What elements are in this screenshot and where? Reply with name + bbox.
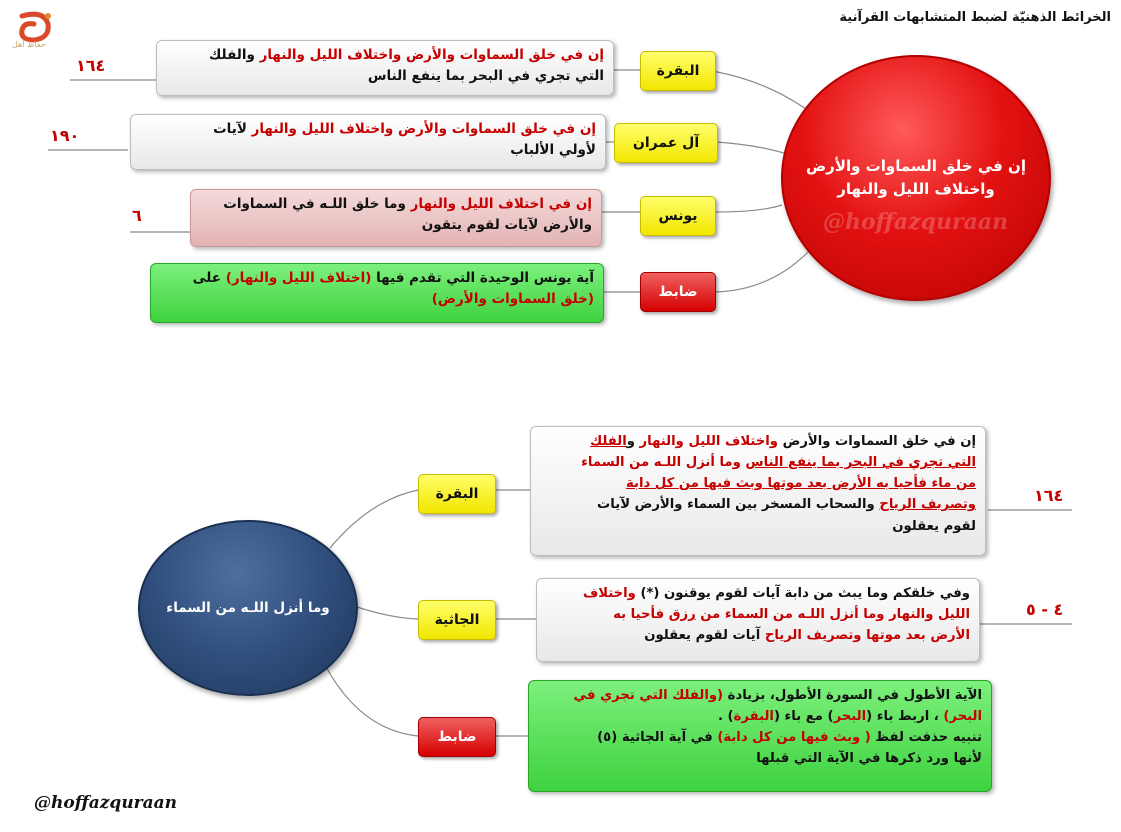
- verse-text: إن في خلق السماوات والأرض واختلاف الليل والنهار: [251, 121, 596, 137]
- rule-text: (والفلك التي تجري في: [573, 688, 724, 703]
- watermark-handle: @hoffazquraan: [34, 793, 178, 813]
- verse-text: والسحاب المسخر بين السماء والأرض لآيات: [597, 497, 880, 513]
- center-line-2: واختلاف الليل والنهار: [837, 180, 995, 198]
- logo-text: حفاظ أهل: [12, 40, 46, 49]
- rule-text: آية يونس الوحيدة التي تقدم فيها: [371, 270, 594, 286]
- verse-text: من ماء فأحيا به الأرض بعد موتها: [767, 476, 976, 492]
- center-text: وما أنزل اللـه من السماء: [166, 600, 330, 616]
- rule-text: البقرة: [733, 709, 774, 725]
- rule-text: ) .: [717, 709, 734, 725]
- center-node-rain: [138, 520, 358, 696]
- verse-text: إن في اختلاف الليل والنهار: [410, 196, 592, 212]
- verse-text: وبث فيها من كل دابة: [626, 476, 768, 492]
- verse-box-baqarah: [156, 40, 614, 96]
- verse-box-jathiyah: [536, 578, 980, 662]
- label-jathiyah: الجاثية: [418, 600, 496, 640]
- verse-text: وما أنزل اللـه من السماء: [581, 455, 746, 471]
- label-baqarah: البقرة: [640, 51, 716, 91]
- verse-text: واختلاف الليل والنهار: [639, 434, 778, 449]
- label-rule: ضابط: [640, 272, 716, 312]
- verse-text: لقوم يعقلون: [892, 518, 976, 534]
- rule-box-1: [150, 263, 604, 323]
- rule-box-2: [528, 680, 992, 792]
- verse-text: فأحيا به: [613, 607, 669, 623]
- verse-text: رزق: [668, 607, 696, 623]
- verse-text: الأرض بعد موتها وتصريف الرياح: [764, 628, 970, 644]
- rule-text: على: [192, 270, 226, 286]
- verse-text: وما خلق اللـه في السماوات: [223, 196, 411, 212]
- verse-text: واختلاف: [582, 586, 636, 601]
- verse-text: لأولي الألباب: [510, 141, 596, 158]
- verse-number: ١٦٤: [1034, 486, 1064, 505]
- verse-text: والأرض لآيات لقوم يتقون: [421, 216, 592, 233]
- verse-text: لآيات: [213, 121, 252, 137]
- rule-text: تنبيه حذفت لفظ: [870, 730, 982, 746]
- verse-text: التي تجري في البحر بما ينفع الناس: [367, 67, 604, 84]
- verse-number: ٤ - ٥: [1026, 600, 1064, 619]
- verse-box-al-imran: [130, 114, 606, 170]
- verse-text: التي تجري في البحر بما ينفع الناس: [745, 455, 976, 471]
- verse-number: ١٦٤: [76, 56, 106, 75]
- verse-text: إن في خلق السماوات والأرض واختلاف الليل والنهار: [259, 47, 604, 63]
- verse-text: آيات لقوم يعقلون: [644, 628, 765, 644]
- verse-box-yunus: [190, 189, 602, 247]
- rule-text: الآية الأطول في السورة الأطول، بزيادة: [723, 688, 982, 703]
- center-node-heavens-earth: [781, 55, 1051, 301]
- verse-number: ١٩٠: [50, 126, 80, 145]
- center-line-1: إن في خلق السماوات والأرض: [806, 156, 1026, 175]
- page-title: الخرائط الذهنيّة لضبط المتشابهات القرآنية: [839, 10, 1111, 25]
- verse-text: وتصريف الرياح: [879, 497, 976, 513]
- rule-text: لأنها ورد ذكرها في الآية التي قبلها: [756, 751, 982, 767]
- verse-number: ٦: [132, 206, 142, 225]
- rule-text: البحر: [833, 709, 867, 725]
- verse-text: والفلك: [208, 47, 260, 63]
- rule-text: ( وبث فيها من كل دابة): [717, 730, 871, 746]
- rule-text: ) مع باء (: [773, 709, 834, 725]
- verse-text: الليل والنهار وما أنزل اللـه من السماء من: [695, 607, 970, 623]
- rule-text: ، اربط باء (: [866, 709, 944, 725]
- verse-box-baqarah-2: [530, 426, 986, 556]
- rule-text: في آية الجاثية (٥): [597, 730, 718, 746]
- rule-text: (اختلاف الليل والنهار): [225, 270, 372, 286]
- verse-text: الفلك: [590, 434, 627, 449]
- verse-text: و: [626, 434, 640, 449]
- label-baqarah-2: البقرة: [418, 474, 496, 514]
- rule-text: (خلق السماوات والأرض): [431, 290, 594, 307]
- verse-text: إن في خلق السماوات والأرض: [777, 434, 976, 449]
- center-watermark: @hoffazquraan: [823, 209, 1009, 235]
- verse-text: وفي خلقكم وما يبث من دابة آيات لقوم يوقنون (*): [635, 586, 970, 601]
- label-rule-2: ضابط: [418, 717, 496, 757]
- label-al-imran: آل عمران: [614, 123, 718, 163]
- label-yunus: يونس: [640, 196, 716, 236]
- rule-text: البحر): [943, 709, 982, 725]
